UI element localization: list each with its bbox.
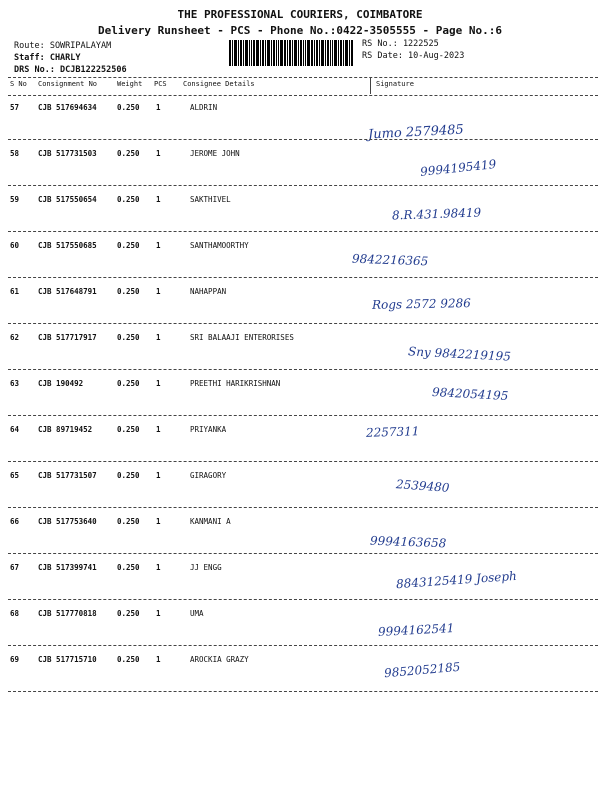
sno-cell: 58 bbox=[10, 149, 20, 158]
weight-cell: 0.250 bbox=[117, 609, 140, 618]
consignment-no: CJB 517648791 bbox=[38, 287, 97, 296]
sno-cell: 68 bbox=[10, 609, 20, 618]
col-weight: Weight bbox=[117, 80, 143, 88]
handwritten-signature: 2257311 bbox=[365, 424, 420, 440]
col-pcs: PCS bbox=[154, 80, 167, 88]
sno-cell: 61 bbox=[10, 287, 20, 296]
consignment-no: CJB 517550685 bbox=[38, 241, 97, 250]
handwritten-signature: Sny 9842219195 bbox=[407, 344, 512, 364]
runsheet-subtitle: Delivery Runsheet - PCS - Phone No.:0422-3505555 - Page No.:6 bbox=[98, 24, 502, 37]
pcs-cell: 1 bbox=[156, 379, 161, 388]
pcs-cell: 1 bbox=[156, 609, 161, 618]
pcs-cell: 1 bbox=[156, 517, 161, 526]
pcs-cell: 1 bbox=[156, 333, 161, 342]
sno-cell: 60 bbox=[10, 241, 20, 250]
consignee-name: JJ ENGG bbox=[190, 563, 222, 572]
pcs-cell: 1 bbox=[156, 149, 161, 158]
row-divider bbox=[8, 645, 598, 646]
consignment-no: CJB 517753640 bbox=[38, 517, 97, 526]
weight-cell: 0.250 bbox=[117, 241, 140, 250]
consignee-name: PRIYANKA bbox=[190, 425, 227, 434]
row-divider bbox=[8, 323, 598, 324]
consignment-no: CJB 517770818 bbox=[38, 609, 97, 618]
handwritten-signature: 9842216365 bbox=[351, 251, 429, 269]
consignee-name: KANMANI A bbox=[190, 517, 231, 526]
consignment-no: CJB 517715710 bbox=[38, 655, 97, 664]
consignment-no: CJB 517731507 bbox=[38, 471, 97, 480]
sno-cell: 65 bbox=[10, 471, 20, 480]
weight-cell: 0.250 bbox=[117, 333, 140, 342]
consignee-name: SAKTHIVEL bbox=[190, 195, 231, 204]
col-consignment: Consignment No bbox=[38, 80, 98, 88]
row-divider bbox=[8, 369, 598, 370]
weight-cell: 0.250 bbox=[117, 563, 140, 572]
handwritten-signature: 9842054195 bbox=[431, 385, 509, 403]
row-divider bbox=[8, 185, 598, 186]
row-divider bbox=[8, 553, 598, 554]
weight-cell: 0.250 bbox=[117, 379, 140, 388]
route-label: Route: SOWRIPALAYAM bbox=[14, 41, 112, 51]
handwritten-signature: 9994162541 bbox=[377, 621, 455, 639]
handwritten-signature: 8.R.431.98419 bbox=[391, 205, 482, 223]
weight-cell: 0.250 bbox=[117, 287, 140, 296]
consignment-no: CJB 517694634 bbox=[38, 103, 97, 112]
consignee-name: UMA bbox=[190, 609, 204, 618]
consignment-no: CJB 517399741 bbox=[38, 563, 97, 572]
consignee-name: JEROME JOHN bbox=[190, 149, 240, 158]
sno-cell: 57 bbox=[10, 103, 20, 112]
consignment-no: CJB 517717917 bbox=[38, 333, 97, 342]
consignee-name: ALDRIN bbox=[190, 103, 218, 112]
header-bottom-rule bbox=[8, 95, 598, 96]
consignee-name: NAHAPPAN bbox=[190, 287, 227, 296]
row-divider bbox=[8, 139, 598, 140]
sno-cell: 69 bbox=[10, 655, 20, 664]
handwritten-signature: 9852052185 bbox=[383, 659, 461, 681]
pcs-cell: 1 bbox=[156, 563, 161, 572]
pcs-cell: 1 bbox=[156, 425, 161, 434]
weight-cell: 0.250 bbox=[117, 195, 140, 204]
consignee-name: SANTHAMOORTHY bbox=[190, 241, 249, 250]
handwritten-signature: Rogs 2572 9286 bbox=[371, 296, 471, 312]
consignment-no: CJB 517731503 bbox=[38, 149, 97, 158]
consignment-no: CJB 190492 bbox=[38, 379, 84, 388]
col-signature: Signature bbox=[376, 80, 414, 88]
sno-cell: 64 bbox=[10, 425, 20, 434]
weight-cell: 0.250 bbox=[117, 517, 140, 526]
handwritten-signature: 8843125419 Joseph bbox=[395, 568, 518, 592]
weight-cell: 0.250 bbox=[117, 149, 140, 158]
handwritten-signature: 9994195419 bbox=[419, 157, 497, 179]
consignment-no: CJB 89719452 bbox=[38, 425, 93, 434]
sno-cell: 63 bbox=[10, 379, 20, 388]
col-consignee: Consignee Details bbox=[183, 80, 255, 88]
pcs-cell: 1 bbox=[156, 103, 161, 112]
row-divider bbox=[8, 691, 598, 692]
consignment-no: CJB 517550654 bbox=[38, 195, 97, 204]
row-divider bbox=[8, 599, 598, 600]
weight-cell: 0.250 bbox=[117, 425, 140, 434]
company-title: THE PROFESSIONAL COURIERS, COIMBATORE bbox=[177, 8, 423, 21]
row-divider bbox=[8, 415, 598, 416]
header-separator bbox=[370, 78, 372, 94]
sno-cell: 62 bbox=[10, 333, 20, 342]
sno-cell: 66 bbox=[10, 517, 20, 526]
handwritten-signature: 9994163658 bbox=[369, 533, 447, 551]
pcs-cell: 1 bbox=[156, 655, 161, 664]
col-sno: S No bbox=[10, 80, 27, 88]
rs-number: RS No.: 1222525 bbox=[362, 39, 439, 49]
sno-cell: 59 bbox=[10, 195, 20, 204]
barcode-image bbox=[229, 40, 353, 66]
consignee-name: GIRAGORY bbox=[190, 471, 227, 480]
weight-cell: 0.250 bbox=[117, 471, 140, 480]
header-top-rule bbox=[8, 77, 598, 78]
staff-label: Staff: CHARLY bbox=[14, 53, 81, 63]
sno-cell: 67 bbox=[10, 563, 20, 572]
pcs-cell: 1 bbox=[156, 287, 161, 296]
pcs-cell: 1 bbox=[156, 195, 161, 204]
consignee-name: AROCKIA GRAZY bbox=[190, 655, 249, 664]
row-divider bbox=[8, 277, 598, 278]
row-divider bbox=[8, 231, 598, 232]
consignee-name: PREETHI HARIKRISHNAN bbox=[190, 379, 281, 388]
row-divider bbox=[8, 461, 598, 462]
pcs-cell: 1 bbox=[156, 471, 161, 480]
consignee-name: SRI BALAAJI ENTERORISES bbox=[190, 333, 294, 342]
handwritten-signature: 2539480 bbox=[395, 477, 450, 495]
pcs-cell: 1 bbox=[156, 241, 161, 250]
drs-number: DRS No.: DCJB122252506 bbox=[14, 65, 127, 75]
row-divider bbox=[8, 507, 598, 508]
weight-cell: 0.250 bbox=[117, 655, 140, 664]
rs-date: RS Date: 10-Aug-2023 bbox=[362, 51, 465, 61]
weight-cell: 0.250 bbox=[117, 103, 140, 112]
handwritten-signature: Jumo 2579485 bbox=[367, 122, 465, 143]
